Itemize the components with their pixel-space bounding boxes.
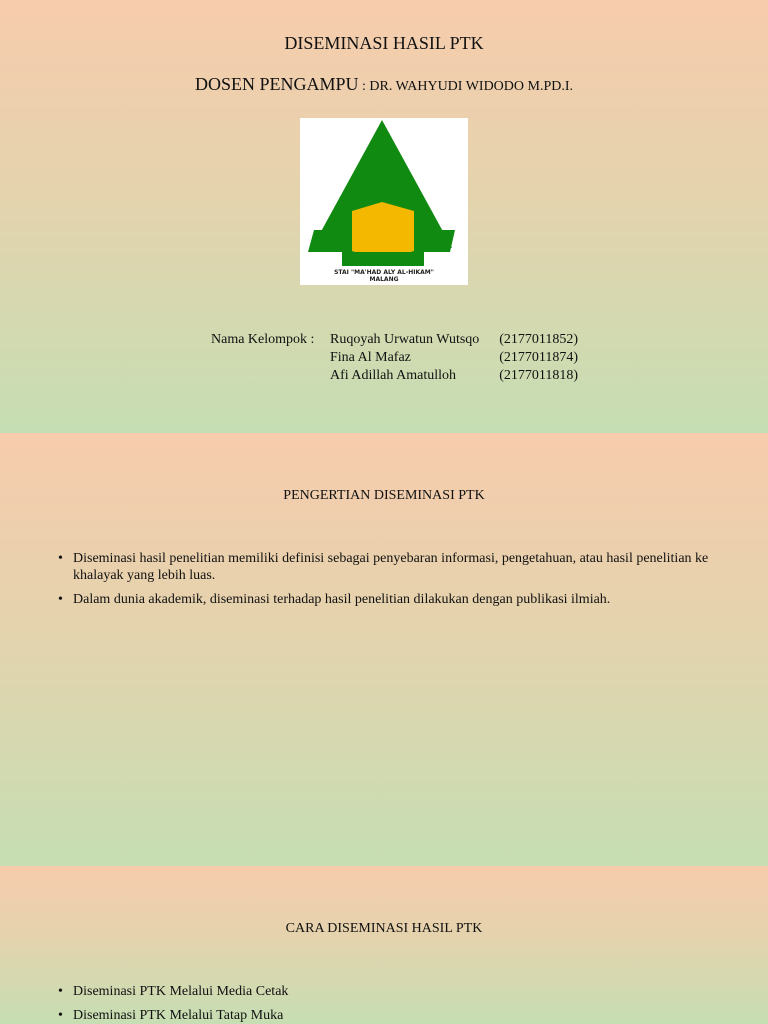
institution-logo	[300, 118, 468, 285]
lecturer-label: DOSEN PENGAMPU	[194, 74, 359, 94]
member-name: Fina Al Mafaz	[330, 350, 411, 365]
bullet-icon: •	[58, 1008, 63, 1023]
member-name: Afi Adillah Amatulloh	[330, 368, 456, 383]
lecturer-separator: :	[358, 79, 370, 94]
member-nim: (2177011818)	[499, 368, 578, 383]
list-item	[58, 550, 718, 584]
lecturer-name: DR. WAHYUDI WIDODO M.PD.I.	[369, 79, 574, 94]
logo-book	[352, 202, 414, 260]
list-item	[58, 983, 718, 1000]
list-item	[58, 591, 718, 608]
institution-logo-icon	[300, 118, 468, 285]
list-item	[58, 1007, 718, 1024]
section-title: PENGERTIAN DISEMINASI PTK	[283, 488, 485, 503]
bullet-icon: •	[58, 551, 63, 566]
bullet-icon: •	[58, 592, 63, 607]
member-nim: (2177011874)	[499, 350, 578, 365]
bullet-icon: •	[58, 984, 63, 999]
member-nim: (2177011852)	[499, 332, 578, 347]
lecturer-line	[0, 74, 768, 95]
bullet-text: Diseminasi PTK Melalui Tatap Muka	[73, 1008, 284, 1023]
presentation-title: DISEMINASI HASIL PTK	[284, 33, 484, 53]
bullet-list	[58, 983, 718, 1024]
logo-caption	[300, 269, 468, 283]
bullet-text: Diseminasi PTK Melalui Media Cetak	[73, 984, 289, 999]
bullet-text: Dalam dunia akademik, diseminasi terhadap hasil penelitian dilakukan dengan publikasi ilmiah.	[73, 592, 611, 607]
bullet-list	[58, 550, 718, 615]
member-name: Ruqoyah Urwatun Wutsqo	[330, 332, 480, 347]
logo-caption-line2: MALANG	[369, 276, 399, 283]
slide-definition	[0, 433, 768, 866]
logo-caption-line1: STAI "MA'HAD ALY AL-HIKAM"	[334, 269, 434, 276]
logo-base	[342, 252, 424, 266]
slide-methods	[0, 866, 768, 1024]
slide-title	[0, 0, 768, 433]
section-title: CARA DISEMINASI HASIL PTK	[285, 921, 483, 936]
bullet-text: Diseminasi hasil penelitian memiliki definisi sebagai penyebaran informasi, pengetahuan, atau hasil penelitian ke khalayak yang lebih luas.	[73, 551, 709, 583]
members-label: Nama Kelompok :	[211, 332, 315, 347]
